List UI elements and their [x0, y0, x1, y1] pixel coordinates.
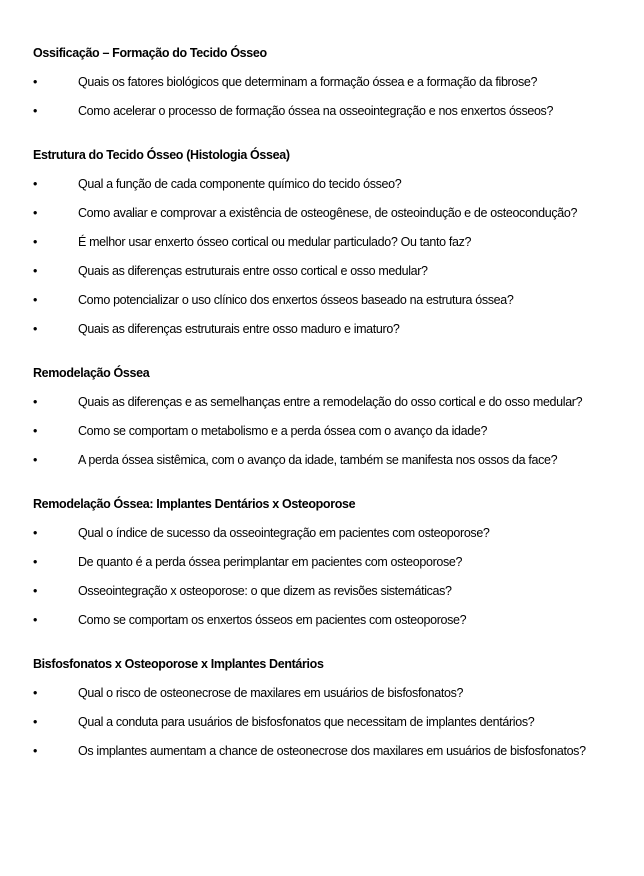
bullet-icon: •: [33, 613, 38, 627]
list-item: [33, 422, 603, 440]
list-item: [33, 291, 603, 309]
list-item: [33, 742, 603, 760]
document-page: [33, 45, 603, 787]
bullet-icon: •: [33, 177, 38, 191]
section-remodelacao: [33, 365, 603, 469]
section-implantes-osteoporose: [33, 496, 603, 629]
section-heading: Ossificação – Formação do Tecido Ósseo: [33, 46, 267, 60]
bullet-icon: •: [33, 715, 38, 729]
bullet-icon: •: [33, 555, 38, 569]
section-heading: Estrutura do Tecido Ósseo (Histologia Óssea): [33, 148, 290, 162]
list-item-text: Quais as diferenças e as semelhanças entre a remodelação do osso cortical e do osso medular?: [78, 395, 583, 409]
section-ossificacao: [33, 45, 603, 120]
list-item: [33, 204, 603, 222]
section-heading: Bisfosfonatos x Osteoporose x Implantes Dentários: [33, 657, 324, 671]
list-item: [33, 713, 603, 731]
list-item-text: Qual a conduta para usuários de bisfosfonatos que necessitam de implantes dentários?: [78, 715, 535, 729]
list-item-text: É melhor usar enxerto ósseo cortical ou medular particulado? Ou tanto faz?: [78, 235, 472, 249]
section-bisfosfonatos: [33, 656, 603, 760]
bullet-icon: •: [33, 744, 38, 758]
list-item: [33, 320, 603, 338]
bullet-icon: •: [33, 686, 38, 700]
list-item-text: De quanto é a perda óssea perimplantar em pacientes com osteoporose?: [78, 555, 463, 569]
list-item-text: Os implantes aumentam a chance de osteonecrose dos maxilares em usuários de bisfosfonatos?: [78, 744, 586, 758]
bullet-icon: •: [33, 453, 38, 467]
section-heading: Remodelação Óssea: [33, 366, 150, 380]
section-estrutura: [33, 147, 603, 338]
bullet-icon: •: [33, 235, 38, 249]
bullet-icon: •: [33, 395, 38, 409]
bullet-icon: •: [33, 104, 38, 118]
list-item-text: Como avaliar e comprovar a existência de osteogênese, de osteoindução e de osteocondução?: [78, 206, 578, 220]
list-item-text: Como acelerar o processo de formação óssea na osseointegração e nos enxertos ósseos?: [78, 104, 554, 118]
list-item: [33, 684, 603, 702]
list-item-text: Qual o índice de sucesso da osseointegração em pacientes com osteoporose?: [78, 526, 490, 540]
bullet-icon: •: [33, 293, 38, 307]
list-item: [33, 524, 603, 542]
bullet-icon: •: [33, 424, 38, 438]
bullet-icon: •: [33, 322, 38, 336]
list-item-text: Como se comportam os enxertos ósseos em pacientes com osteoporose?: [78, 613, 467, 627]
bullet-icon: •: [33, 206, 38, 220]
list-item-text: Como se comportam o metabolismo e a perda óssea com o avanço da idade?: [78, 424, 488, 438]
list-item: [33, 582, 603, 600]
list-item: [33, 175, 603, 193]
list-item-text: Qual o risco de osteonecrose de maxilares em usuários de bisfosfonatos?: [78, 686, 464, 700]
list-item: [33, 393, 603, 411]
list-item-text: Quais os fatores biológicos que determinam a formação óssea e a formação da fibrose?: [78, 75, 538, 89]
list-item-text: Quais as diferenças estruturais entre osso maduro e imaturo?: [78, 322, 400, 336]
list-item-text: Como potencializar o uso clínico dos enxertos ósseos baseado na estrutura óssea?: [78, 293, 514, 307]
bullet-icon: •: [33, 584, 38, 598]
list-item-text: A perda óssea sistêmica, com o avanço da idade, também se manifesta nos ossos da face?: [78, 453, 558, 467]
list-item: [33, 451, 603, 469]
bullet-icon: •: [33, 75, 38, 89]
bullet-icon: •: [33, 526, 38, 540]
list-item: [33, 233, 603, 251]
list-item-text: Quais as diferenças estruturais entre osso cortical e osso medular?: [78, 264, 428, 278]
list-item: [33, 611, 603, 629]
list-item: [33, 262, 603, 280]
list-item: [33, 102, 603, 120]
list-item: [33, 73, 603, 91]
section-heading: Remodelação Óssea: Implantes Dentários x Osteoporose: [33, 497, 356, 511]
list-item-text: Qual a função de cada componente químico do tecido ósseo?: [78, 177, 402, 191]
list-item: [33, 553, 603, 571]
list-item-text: Osseointegração x osteoporose: o que dizem as revisões sistemáticas?: [78, 584, 452, 598]
bullet-icon: •: [33, 264, 38, 278]
